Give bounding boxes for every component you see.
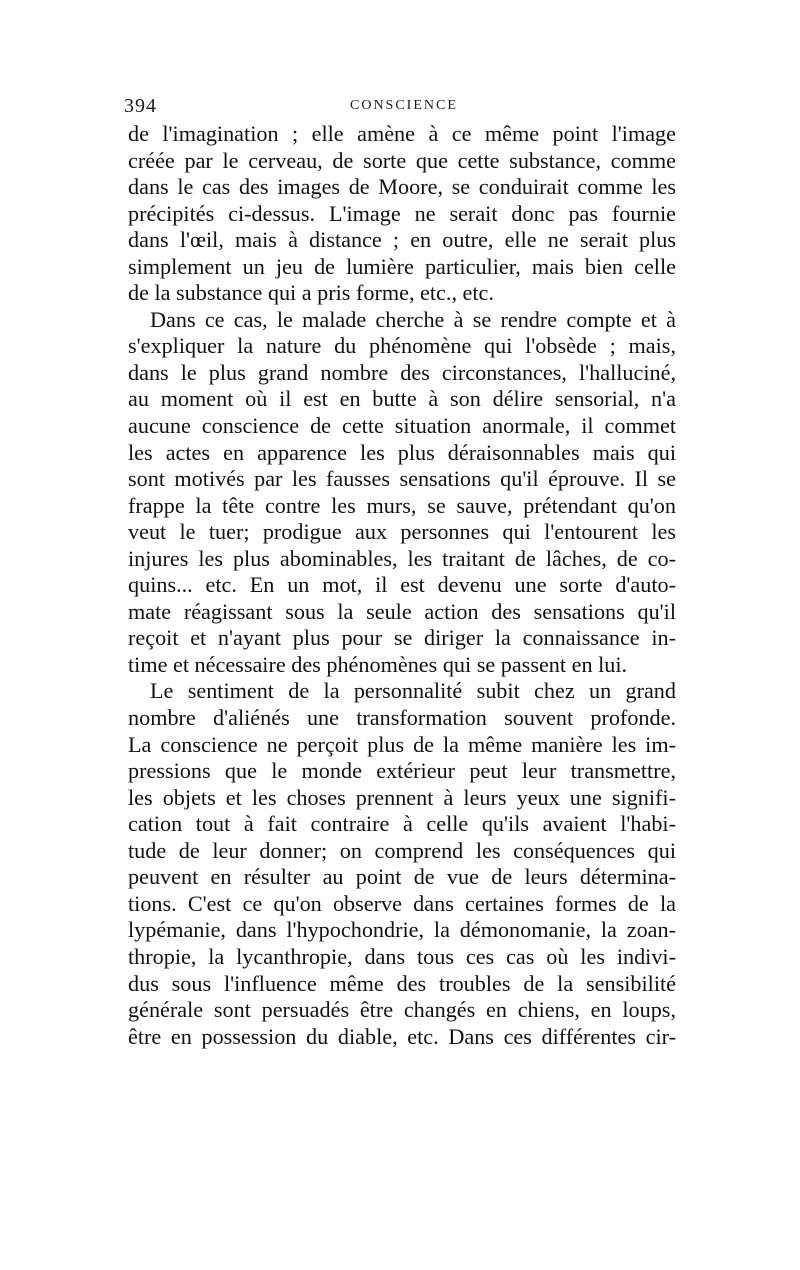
text-line: générale sont persuadés être changés en chiens, en loups,	[128, 997, 676, 1023]
text-line: sont motivés par les fausses sensations qu'il éprouve. Il se	[128, 466, 676, 492]
text-line: pressions que le monde extérieur peut leur transmettre,	[128, 758, 676, 784]
text-line: nombre d'aliénés une transformation souvent profonde.	[128, 705, 676, 731]
text-line: de l'imagination ; elle amène à ce même point l'image	[128, 121, 676, 146]
text-line: dans le cas des images de Moore, se conduirait comme les	[128, 174, 676, 200]
text-line: La conscience ne perçoit plus de la même manière les im-	[128, 731, 676, 757]
text-line: les actes en apparence les plus déraisonnables mais qui	[128, 439, 676, 465]
text-line: frappe la tête contre les murs, se sauve, prétendant qu'on	[128, 492, 676, 518]
text-line: dans le plus grand nombre des circonstances, l'halluciné,	[128, 359, 676, 385]
text-line: dans l'œil, mais à distance ; en outre, elle ne serait plus	[128, 227, 676, 253]
page-number: 394	[124, 95, 157, 117]
text-line: dus sous l'influence même des troubles de la sensibilité	[128, 970, 676, 996]
text-line: simplement un jeu de lumière particulier, mais bien celle	[128, 253, 676, 279]
text-line: mate réagissant sous la seule action des sensations qu'il	[128, 598, 676, 624]
text-line: injures les plus abominables, les traitant de lâches, de co-	[128, 545, 676, 571]
running-title: CONSCIENCE	[350, 98, 458, 113]
text-line: thropie, la lycanthropie, dans tous ces cas où les indivi-	[128, 943, 676, 969]
running-head	[0, 95, 800, 119]
text-line: quins... etc. En un mot, il est devenu une sorte d'auto-	[128, 572, 676, 598]
text-line: veut le tuer; prodigue aux personnes qui l'entourent les	[128, 519, 676, 545]
text-line: lypémanie, dans l'hypochondrie, la démonomanie, la zoan-	[128, 917, 676, 943]
text-line: aucune conscience de cette situation anormale, il commet	[128, 413, 676, 439]
text-line: cation tout à fait contraire à celle qu'ils avaient l'habi-	[128, 811, 676, 837]
text-line: précipités ci-dessus. L'image ne serait donc pas fournie	[128, 200, 676, 226]
text-line: time et nécessaire des phénomènes qui se passent en lui.	[128, 651, 628, 677]
paragraph-start-line: Le sentiment de la personnalité subit chez un grand	[150, 678, 676, 704]
text-line: de la substance qui a pris forme, etc., etc.	[128, 280, 494, 306]
text-line: reçoit et n'ayant plus pour se diriger la connaissance in-	[128, 625, 676, 651]
text-line: au moment où il est en butte à son délire sensorial, n'a	[128, 386, 676, 412]
text-line: s'expliquer la nature du phénomène qui l'obsède ; mais,	[128, 333, 676, 359]
text-line: créée par le cerveau, de sorte que cette substance, comme	[128, 147, 676, 173]
body-text	[128, 121, 676, 1050]
text-line: peuvent en résulter au point de vue de leurs détermina-	[128, 864, 676, 890]
text-line: tude de leur donner; on comprend les conséquences qui	[128, 837, 676, 863]
paragraph-start-line: Dans ce cas, le malade cherche à se rendre compte et à	[150, 306, 676, 332]
text-line: tions. C'est ce qu'on observe dans certaines formes de la	[128, 890, 676, 916]
text-line: être en possession du diable, etc. Dans ces différentes cir-	[128, 1023, 676, 1049]
text-line: les objets et les choses prennent à leurs yeux une signifi-	[128, 784, 676, 810]
